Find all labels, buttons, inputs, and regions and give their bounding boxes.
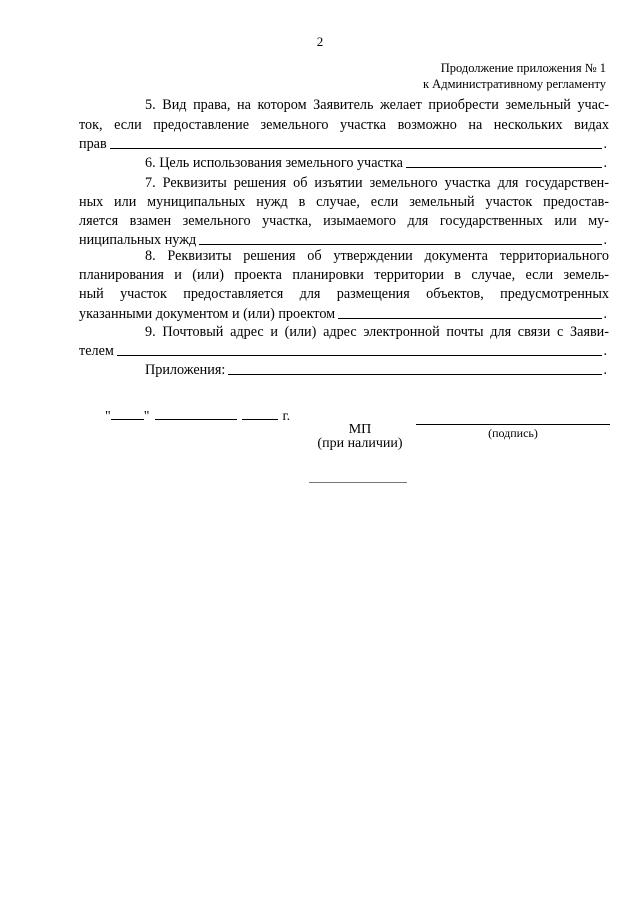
attachments-line: [145, 361, 607, 380]
item7-line2: ных или муниципальных нужд в случае, если земельный участок предостав-: [79, 194, 609, 210]
item9-line1: 9. Почтовый адрес и (или) адрес электронной почты для связи с Заяви-: [145, 324, 609, 340]
item7-line1: 7. Реквизиты решения об изъятии земельного участка для государствен-: [145, 175, 609, 191]
item6-line1-text: 6. Цель использования земельного участка: [145, 155, 403, 171]
item7-line4-text: ниципальных нужд: [79, 232, 197, 248]
item8-line2: планирования и (или) проекта планировки территории в случае, если земель-: [79, 267, 609, 283]
item5-line3-text: прав: [79, 136, 107, 152]
item9-end: .: [603, 343, 607, 359]
end-separator: [309, 482, 407, 483]
attachments-fill-line[interactable]: [228, 361, 602, 375]
item7-end: .: [603, 232, 607, 248]
month-blank[interactable]: [155, 407, 237, 420]
date-quote-open: ": [105, 409, 111, 424]
day-blank[interactable]: [111, 407, 144, 420]
item5-end: .: [603, 136, 607, 152]
item5-line1: 5. Вид права, на котором Заявитель желает приобрести земельный учас-: [145, 97, 609, 113]
item6-end: .: [603, 155, 607, 171]
item8-line4-text: указанными документом и (или) проектом: [79, 306, 336, 322]
item8-end: .: [603, 306, 607, 322]
item5-line2: ток, если предоставление земельного участка возможно на нескольких видах: [79, 117, 609, 133]
signature-line[interactable]: [416, 424, 610, 425]
stamp-label: [310, 423, 410, 451]
signature-caption: (подпись): [488, 426, 538, 440]
attachments-end: .: [603, 362, 607, 378]
date-field: [105, 407, 290, 425]
item9-line2: [79, 342, 607, 361]
appendix-reference: [423, 60, 606, 92]
item8-line1: 8. Реквизиты решения об утверждении документа территориального: [145, 248, 609, 264]
page-number: 2: [316, 34, 324, 49]
attachments-label: Приложения:: [145, 362, 226, 378]
item8-line4: [79, 305, 607, 324]
date-quote-close: ": [143, 409, 150, 424]
item5-fill-line[interactable]: [110, 135, 603, 149]
item6-fill-line[interactable]: [406, 154, 602, 168]
item8-line3: ный участок предоставляется для размещения объектов, предусмотренных: [79, 286, 609, 302]
item6-line1: [145, 154, 607, 173]
item7-line3: ляется взамен земельного участка, изымаемого для государственных или му-: [79, 213, 609, 229]
year-blank[interactable]: [242, 407, 278, 420]
item5-line3: [79, 135, 607, 154]
appendix-ref-line1: Продолжение приложения № 1: [440, 61, 606, 75]
item7-fill-line[interactable]: [199, 231, 602, 245]
item8-fill-line[interactable]: [338, 305, 602, 319]
stamp-line2: (при наличии): [317, 436, 403, 451]
appendix-ref-line2: к Административному регламенту: [422, 77, 606, 91]
item9-line2-text: телем: [79, 343, 114, 359]
year-suffix: г.: [282, 409, 291, 424]
stamp-line1: МП: [348, 422, 372, 437]
item9-fill-line[interactable]: [117, 342, 603, 356]
